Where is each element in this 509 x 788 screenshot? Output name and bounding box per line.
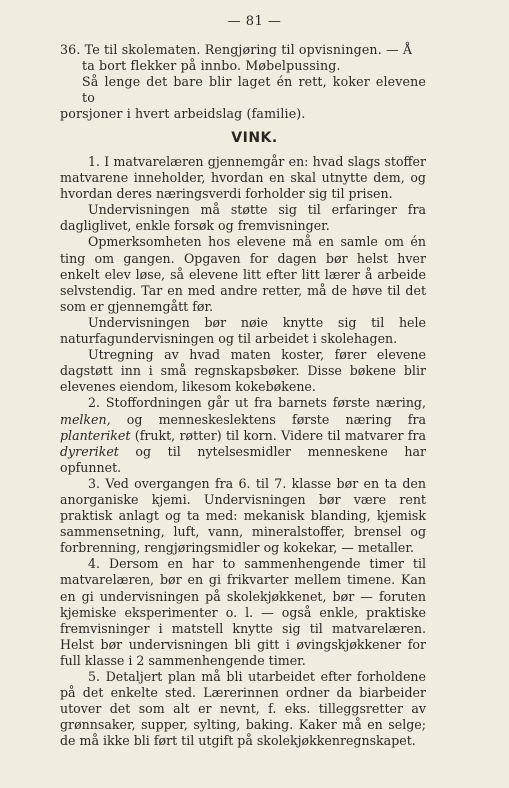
vink-paragraph-4: Undervisningen bør nøie knytte sig til hele naturfagundervisningen og til arbeidet i skolehagen.	[60, 314, 426, 347]
vink-paragraph-8	[60, 556, 426, 669]
vink-paragraph-7-text: Ved overgangen fra 6. til 7. klasse bør en ta den anorganiske kjemi. Undervisningen bør være rent praktisk anlagt og ta med: mekanisk blanding, kjemisk sammensetning, luft, vann, mineralstoffer, brensel og forbrenning, rengjøringsmidler og kokekar, — metaller.	[60, 475, 426, 556]
item-36	[60, 42, 426, 122]
vink-paragraph-8-text: Dersom en har to sammenhengende timer til matvarelæren, bør en gi frikvarter mellem timene. Kan en gi undervisningen på skolekjøkkenet, bør — foruten kjemiske eksperimenter o. l. — også enkle, praktiske fremvisninger i matstell knytte sig til matvarelæren. Helst bør undervisningen bli gitt i øvingskjøkkener for full klasse i 2 sammenhengende timer.	[60, 556, 426, 668]
vink-paragraph-9	[60, 669, 426, 749]
vink-paragraph-6	[60, 395, 426, 475]
item-36-line-1	[60, 42, 426, 58]
vink-paragraph-7	[60, 476, 426, 556]
vink-paragraph-9-number: 5.	[88, 669, 101, 684]
vink-paragraph-6-dyreriket: dyreriket	[60, 443, 119, 459]
vink-paragraph-1-text: I matvarelæren gjennemgår en: hvad slags stoffer matvarene inneholder, hvordan en skal utnytte dem, og hvordan deres næringsverdi forholder sig til prisen.	[60, 154, 426, 202]
page-number: — 81 —	[227, 14, 282, 29]
vink-paragraph-5: Utregning av hvad maten koster, fører elevene dagstøtt inn i små regnskapsbøker. Disse bøkene blir elevenes eiendom, likesom kokebøkene.	[60, 347, 426, 395]
vink-paragraph-3: Opmerksomheten hos elevene må en samle om én ting om gangen. Opgaven for dagen bør helst hver enkelt elev løse, så elevene litt efter litt lærer å arbeide selvstendig. Tar en med andre retter, må de høve til det som er gjennemgått før.	[60, 234, 426, 314]
vink-paragraph-6-melken: melken,	[60, 411, 111, 427]
vink-paragraph-1-number: 1.	[88, 154, 101, 169]
vink-paragraph-6-number: 2.	[88, 395, 101, 411]
vink-paragraph-1	[60, 154, 426, 202]
vink-paragraph-2: Undervisningen må støtte sig til erfaringer fra dagliglivet, enkle forsøk og fremvisninger.	[60, 202, 426, 234]
vink-paragraph-6-text-b: og menneskeslektens første næring fra	[126, 411, 426, 427]
vink-section	[60, 154, 426, 749]
vink-paragraph-7-number: 3.	[88, 475, 101, 491]
vink-paragraph-6-planteriket: planteriket	[60, 427, 131, 443]
item-36-number: 36.	[60, 42, 81, 57]
section-heading: VINK.	[231, 130, 278, 146]
vink-paragraph-8-number: 4.	[88, 556, 101, 572]
item-36-line-3: Så lenge det bare blir laget én rett, koker elevene to	[82, 74, 426, 106]
item-36-line-4: porsjoner i hvert arbeidslag (familie).	[60, 106, 306, 122]
vink-paragraph-6-text-c: (frukt, røtter) til korn. Videre til matvarer fra	[134, 427, 426, 443]
vink-paragraph-9-text: Detaljert plan må bli utarbeidet efter forholdene på det enkelte sted. Lærerinnen ordner da biarbeider utover det som alt er nevnt, f. eks. tilleggsretter av grønnsaker, supper, sylting, baking. Kaker må en selge; de må ikke bli ført til utgift på skolekjøkkenregnskapet.	[60, 669, 426, 749]
vink-paragraph-6-text-d: og til nytelsesmidler menneskene har opfunnet.	[60, 443, 426, 475]
vink-paragraph-6-text-a: Stoffordningen går ut fra barnets første næring,	[105, 395, 426, 411]
item-36-text-1: Te til skolematen. Rengjøring til opvisningen. — Å	[84, 42, 413, 57]
item-36-line-2: ta bort flekker på innbo. Møbelpussing.	[82, 58, 341, 74]
